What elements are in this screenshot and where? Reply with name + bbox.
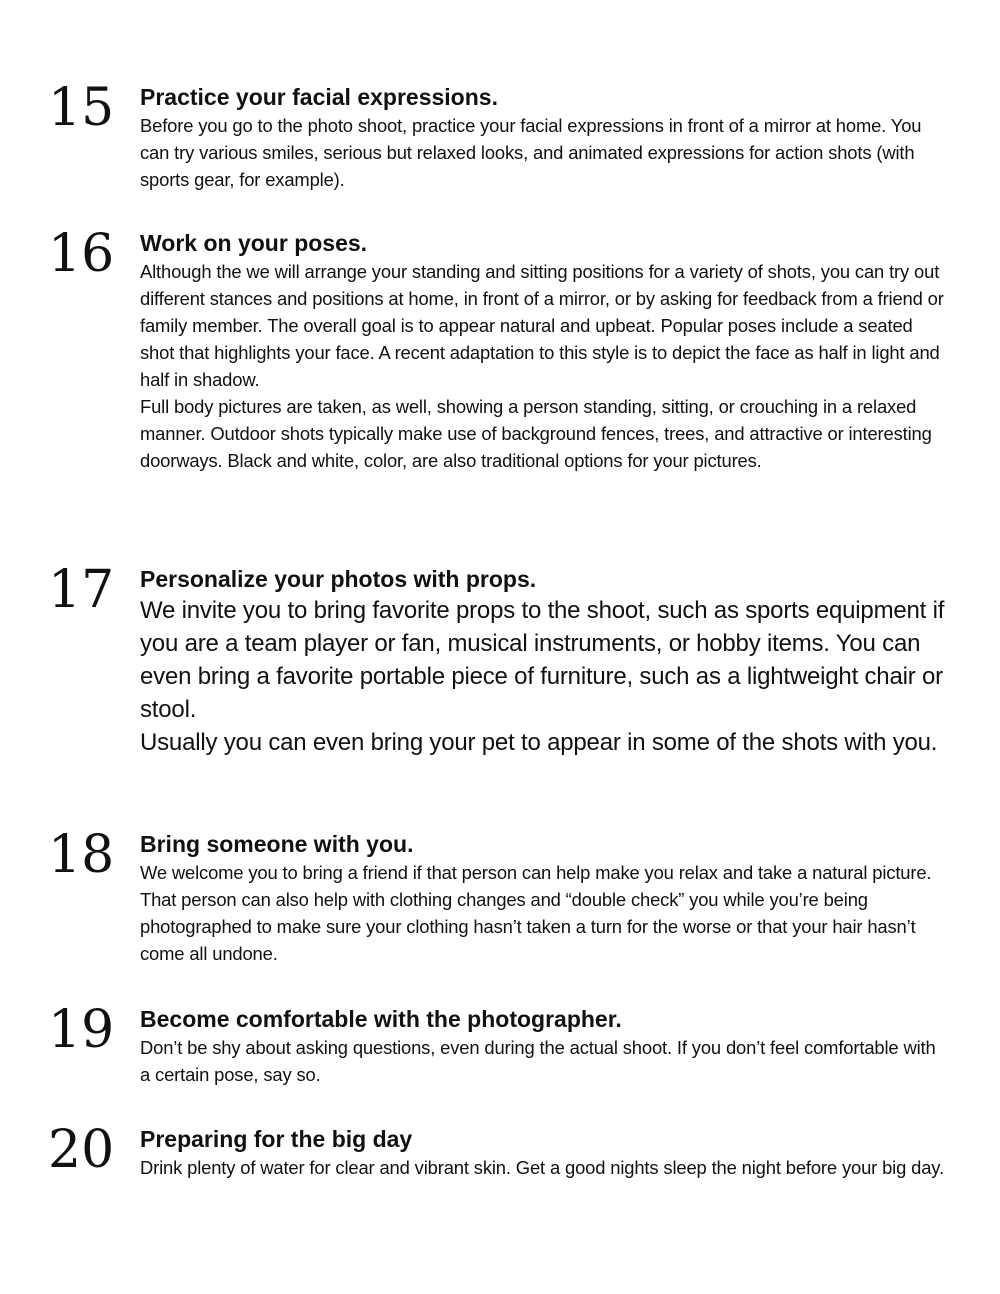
tip-heading: Practice your facial expressions. xyxy=(140,84,498,110)
tip-heading: Work on your poses. xyxy=(140,230,368,256)
tip-paragraph: Drink plenty of water for clear and vibrant skin. Get a good nights sleep the night before your big day. xyxy=(140,1157,944,1178)
tip-paragraph: We invite you to bring favorite props to the shoot, such as sports equipment if you are a team player or fan, musical instruments, or hobby items. You can even bring a favorite portable piece of furniture, such as a lightweight chair or stool. xyxy=(140,597,945,723)
tip-body xyxy=(140,1004,948,1088)
tip-number: 15 xyxy=(48,78,115,138)
tip-paragraph: Before you go to the photo shoot, practice your facial expressions in front of a mirror at home. You can try various smiles, serious but relaxed looks, and animated expressions for action shots (with sports gear, for example). xyxy=(140,115,922,190)
tip-heading: Personalize your photos with props. xyxy=(140,566,537,592)
tip-body xyxy=(140,82,948,193)
tip-number: 19 xyxy=(48,1000,115,1060)
tip-number: 17 xyxy=(48,560,115,620)
tip-body xyxy=(140,1124,948,1181)
tip-body xyxy=(140,228,948,474)
tip-body xyxy=(140,829,948,967)
tip-body xyxy=(140,564,948,759)
tip-number: 20 xyxy=(48,1120,115,1180)
tip-heading: Become comfortable with the photographer. xyxy=(140,1006,622,1032)
tip-number: 18 xyxy=(48,825,115,885)
tip-paragraph: Usually you can even bring your pet to appear in some of the shots with you. xyxy=(140,729,938,756)
tip-paragraph: Full body pictures are taken, as well, showing a person standing, sitting, or crouching in a relaxed manner. Outdoor shots typically make use of background fences, trees, and attractive or interesting doorways. Black and white, color, are also traditional options for your pictures. xyxy=(140,396,932,471)
tip-paragraph: Although the we will arrange your standing and sitting positions for a variety of shots, you can try out different stances and positions at home, in front of a mirror, or by asking for feedback from a friend or family member. The overall goal is to appear natural and upbeat. Popular poses include a seated shot that highlights your face. A recent adaptation to this style is to depict the face as half in light and half in shadow. xyxy=(140,261,944,390)
tip-heading: Preparing for the big day xyxy=(140,1126,413,1152)
tip-paragraph: Don’t be shy about asking questions, even during the actual shoot. If you don’t feel comfortable with a certain pose, say so. xyxy=(140,1037,936,1085)
tip-paragraph: We welcome you to bring a friend if that person can help make you relax and take a natural picture. That person can also help with clothing changes and “double check” you while you’re being photographed to make sure your clothing hasn’t taken a turn for the worse or that your hair hasn’t come all undone. xyxy=(140,862,932,964)
tip-heading: Bring someone with you. xyxy=(140,831,414,857)
tip-number: 16 xyxy=(48,224,115,284)
